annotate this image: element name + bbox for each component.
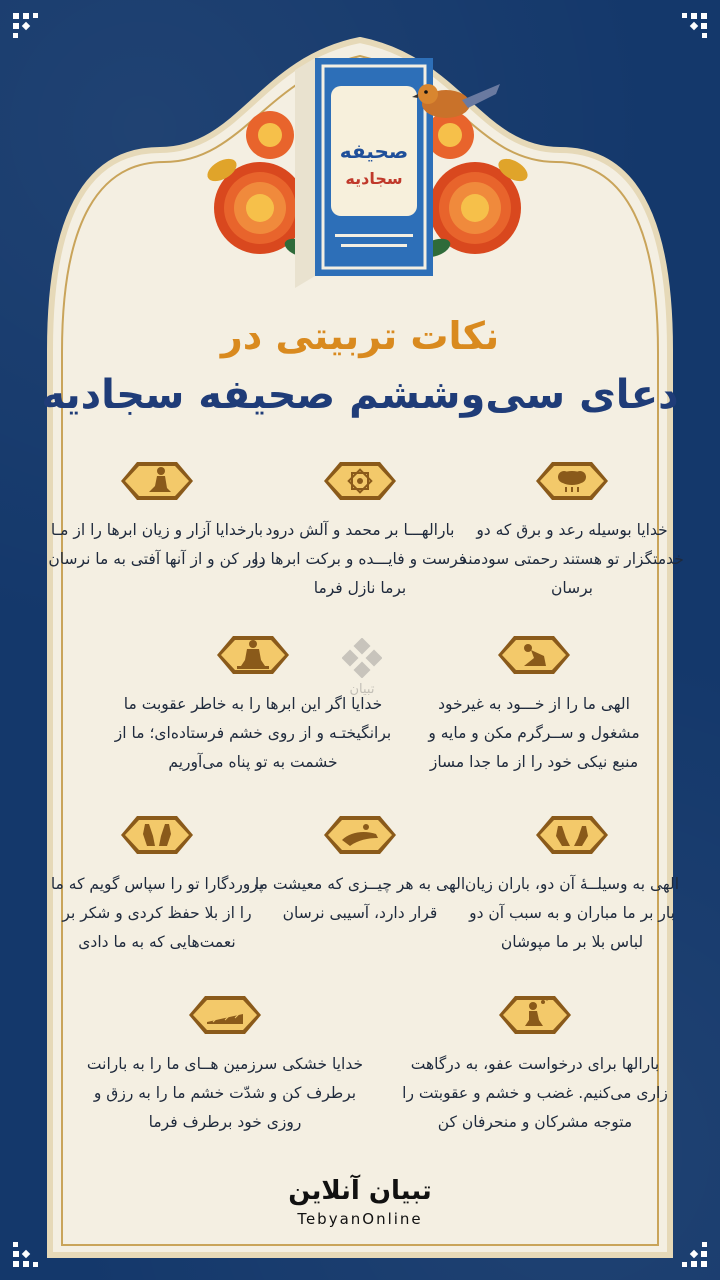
thinking-person-icon — [489, 992, 581, 1038]
list-item — [460, 458, 684, 603]
kneeling-prayer-icon — [111, 458, 203, 504]
list-item — [45, 812, 269, 957]
list-item — [108, 632, 398, 777]
list-item — [400, 992, 670, 1137]
giving-hand-icon — [314, 812, 406, 858]
list-item — [248, 812, 472, 928]
rain-cloud-icon — [526, 458, 618, 504]
svg-text:سجادیه: سجادیه — [345, 169, 403, 188]
item-text: خدایا خشکی سرزمین هــای ما را به بارانت برطرف کن و شدّت خشم ما را به رزق و روزی خود برطرف فرما — [86, 1055, 364, 1131]
muhammad-calligraphy-icon — [314, 458, 406, 504]
open-hands-icon — [526, 812, 618, 858]
list-item — [460, 812, 684, 957]
praying-person-icon — [207, 632, 299, 678]
raised-hands-icon — [111, 812, 203, 858]
dry-land-icon — [179, 992, 271, 1038]
bird-decoration-icon — [412, 70, 502, 130]
page-title-line1: نکات تربیتی در — [220, 314, 500, 358]
list-item — [80, 992, 370, 1137]
list-item — [422, 632, 646, 777]
svg-text:صحیفه: صحیفه — [339, 139, 409, 163]
item-text: پروردگارا تو را سپاس گویم که ما را از بلا حفظ کردی و شکر بر نعمت‌هایی که به ما دادی — [50, 875, 264, 951]
item-text: خدایا اگر این ابرها را به خاطر عقوبت ما برانگیختـه و از روی خشم فرستاده‌ای؛ ما از خشمت به تو پناه می‌آوریم — [114, 695, 392, 771]
tebyan-logo-persian: تبیان آنلاین — [288, 1176, 432, 1206]
bowing-person-icon — [488, 632, 580, 678]
watermark-text: تبیان — [349, 682, 375, 697]
page-title-line2: دعای سی‌وششم صحیفه سجادیه — [41, 372, 679, 418]
item-text: خدایا بوسیله رعد و برق که دو خدمتگزار تو هستند رحمتی سودمند برسان — [460, 521, 684, 597]
item-text: بارالها برای درخواست عفو، به درگاهت زاری می‌کنیم. غضب و خشم و عقوبتت را متوجه مشرکان و منحرفان کن — [402, 1055, 668, 1131]
list-item — [248, 458, 472, 603]
item-text: الهی به وسیلــۀ آن دو، باران زیان بار بر ما مباران و به سبب آن دو لباس بلا بر ما مپوشان — [464, 875, 680, 951]
item-text: الهی ما را از خـــود به غیرخود مشغول و ســرگرم مکن و مایه و منبع نیکی خود را از ما جدا مساز — [428, 695, 640, 771]
tebyan-logo-english: TebyanOnline — [297, 1210, 423, 1228]
item-text: بارالهـــا بر محمد و آلش درود فرست و فایـــده و برکت ابرها را برما نازل فرما — [253, 521, 467, 597]
item-text: الهی به هر چیــزی که معیشت ما قرار دارد، آسیبی نرسان — [254, 875, 466, 922]
item-text: بارخدایا آزار و زیان ابرها را از مـا دور کن و از آنها آفتی به ما نرسان — [48, 521, 266, 568]
list-item — [45, 458, 269, 574]
